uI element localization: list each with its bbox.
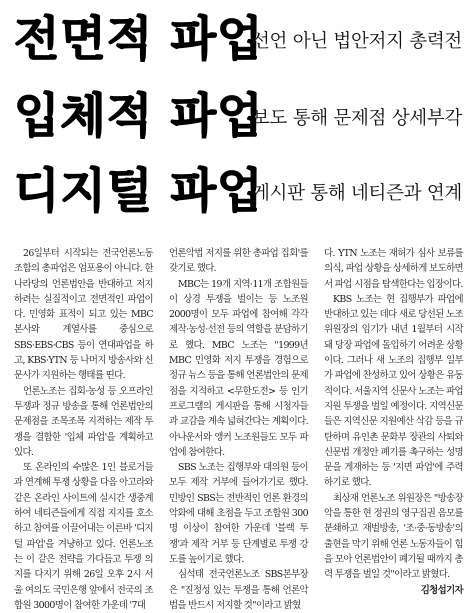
- article-paragraph: KBS 노조는 현 집행부가 파업에 반대하고 있는 데다 새로 당선된 노조위원장의 임기가 내년 1월부터 시작돼 당장 파업에 돌입하기 어려운 상황이다. 그러나 새 노조의 집행부 일부가 파업에 찬성하고 있어 상황은 유동적이다. 서울지역 신문사 노조는 파업 지원 투쟁을 벌일 예정이다. 지역신문들은 지역신문 지원예산 삭감 등을 규탄하며 유인촌 문화부 장관의 사퇴와 신문법 개정안 폐기를 촉구하는 성명문을 게재하는 등 '지면 파업'에 주력하기로 했다.: [324, 293, 463, 489]
- article-paragraph: 26일부터 시작되는 전국언론노동조합의 총파업은 엄포용이 아니다. 한나라당의 언론법안을 반대하고 저지하려는 실질적이고 전면적인 파업이다. 민영화 표적이 되고 있는 MBC 본사와 계열사를 중심으로 SBS·EBS·CBS 등이 연대파업을 하고, KBS·YTN 등 나머지 방송사와 신문사가 지원하는 행태를 띤다.: [14, 248, 153, 382]
- headline-main-1: 전면적 파업: [14, 12, 264, 67]
- article-paragraph: SBS 노조는 집행부와 대의원 등이 모두 제작 거부에 들어가기로 했다. 민방인 SBS는 전반적인 언론 환경의 악화에 대해 초점을 두고 조합원 300명 이상이 참여한 가운데 '블랙 투쟁'과 제작 거부 등 단계별로 투쟁 강도를 높이기로 했다.: [169, 462, 308, 565]
- headline-main-2: 입체적 파업: [14, 89, 264, 144]
- article-paragraph: MBC는 19개 지역·11개 조합원들이 상경 투쟁을 벌이는 등 노조원 2000명이 모두 파업에 참여해 각각 제작·농성·선전 등의 역할을 분담하기로 했다. MBC 노조는 "1999년 MBC 민영화 저지 투쟁을 경험으로 정규 뉴스 등을 통해 언론법안의 문제점을 지적하고 <무한도전> 등 인기 프로그램의 게시판을 통해 시청자들과 교감을 계속 넓혀간다는 계획이다. 아나운서와 앵커 노조원들도 모두 파업에 참여한다.: [169, 278, 308, 458]
- headline-sub-2: 보도 통해 문제점 상세부각: [251, 108, 462, 129]
- article-column-1: [14, 246, 153, 611]
- headline-row-3: [14, 160, 462, 224]
- headline-sub-3: 게시판 통해 네티즌과 연계: [251, 183, 462, 204]
- article-paragraph: 또 온라인의 수많은 1인 블로거들과 연계해 투쟁 상황을 다음 아고라와 같은 온라인 사이트에 실시간 생중계하여 네티즌들에게 직접 지지를 호소하고 참여를 이끌어내는 이른바 '디지털 파업'을 겨냥하고 있다. 언론노조는 이 같은 전략을 가다듬고 투쟁 의지를 다지기 위해 26일 오후 2시 서울 여의도 국민은행 앞에서 전국의 조합원 3000명이 참여한 가운데 '7대: [14, 462, 153, 611]
- headline-row-1: [14, 8, 462, 72]
- headline-main-3: 디지털 파업: [14, 164, 264, 219]
- headline-row-2: [14, 85, 462, 149]
- article-paragraph: 언론악법 저지를 위한 총파업 집회'를 갖기로 했다.: [169, 248, 308, 275]
- article-paragraph: 심석태 전국언론노조 SBS본부장은 "진정성 있는 투쟁을 통해 언론악법을 반드시 저지할 것"이라고 밝혔: [169, 569, 308, 611]
- article-column-3: [324, 246, 463, 600]
- byline: 김청섭기자: [420, 584, 463, 596]
- article-paragraph: 최상재 언론노조 위원장은 "방송장악을 통한 현 정권의 영구집권 음모를 분쇄하고 재벌방송, '조·중·동방송'의 출현을 막기 위해 언론 노동자들이 힘을 모아 언론법안이 폐기될 때까지 총력 투쟁을 벌일 것"이라고 밝혔다.: [324, 492, 463, 581]
- article-paragraph: 언론노조는 집회·농성 등 오프라인 투쟁과 정규 방송을 통해 언론법안의 문제점을 조목조목 지적하는 제작 투쟁을 결합한 '입체 파업'을 계획하고 있다.: [14, 385, 153, 458]
- article-column-2: [169, 246, 308, 611]
- article-paragraph: 다. YTN 노조는 재허가 심사 보류를 의식, 파업 상황을 상세하게 보도하면서 파업 시점을 탐색한다는 입장이다.: [324, 248, 463, 290]
- headline-sub-1: 선언 아닌 법안저지 총력전: [251, 31, 462, 52]
- article-body: [14, 246, 463, 611]
